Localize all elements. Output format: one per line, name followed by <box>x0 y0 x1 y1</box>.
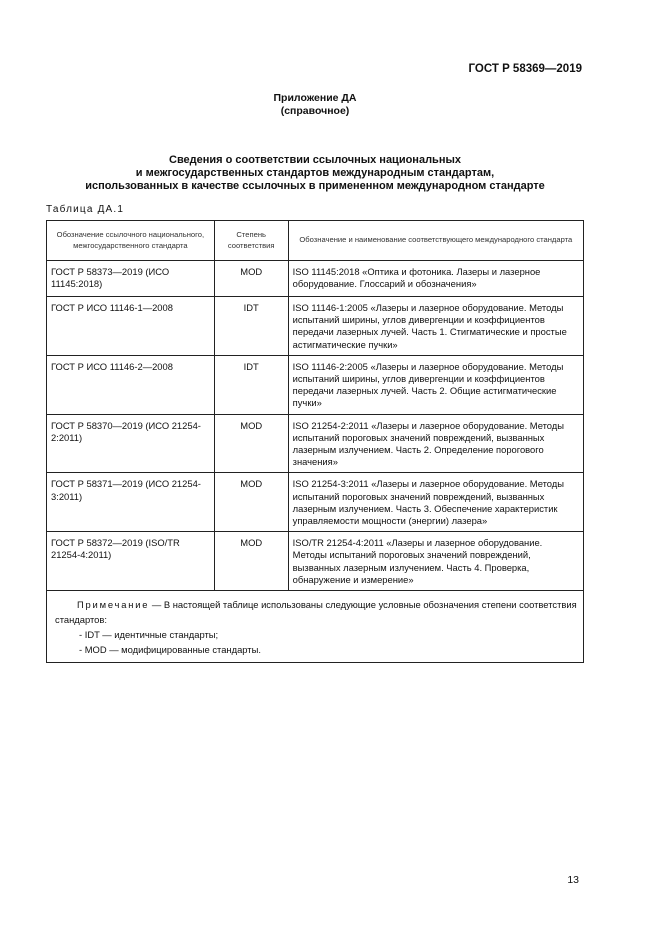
cell-intl-standard: ISO 21254-3:2011 «Лазеры и лазерное оборудование. Методы испытаний пороговых значений повреждений, вызванных лазерным излучением. Часть 3. Обеспечение характеристик управляемости мощности (энергии) лазера» <box>288 473 583 532</box>
section-heading <box>0 154 630 193</box>
table-row <box>47 414 584 473</box>
table-note-row <box>47 591 584 663</box>
table-row <box>47 297 584 356</box>
header-intl-standard: Обозначение и наименование соответствующего международного стандарта <box>288 221 583 261</box>
standards-table <box>46 220 584 663</box>
table-note <box>47 591 584 663</box>
table-row <box>47 473 584 532</box>
page-number: 13 <box>567 874 579 886</box>
cell-degree: MOD <box>214 261 288 297</box>
heading-line: и межгосударственных стандартов международным стандартам, <box>135 167 495 179</box>
table-caption: Таблица ДА.1 <box>46 204 125 215</box>
cell-standard: ГОСТ Р 58371—2019 (ИСО 21254-3:2011) <box>47 473 215 532</box>
cell-degree: IDT <box>214 355 288 414</box>
cell-intl-standard: ISO 11145:2018 «Оптика и фотоника. Лазеры и лазерное оборудование. Глоссарий и обозначения» <box>288 261 583 297</box>
cell-standard: ГОСТ Р 58370—2019 (ИСО 21254-2:2011) <box>47 414 215 473</box>
cell-standard: ГОСТ Р ИСО 11146-1—2008 <box>47 297 215 356</box>
cell-degree: MOD <box>214 532 288 591</box>
note-text: — В настоящей таблице использованы следующие условные обозначения степени соответствия стандартов: <box>55 599 577 626</box>
table-row <box>47 532 584 591</box>
table-header-row <box>47 221 584 261</box>
header-standard: Обозначение ссылочного национального, межгосударственного стандарта <box>47 221 215 261</box>
appendix-title-block <box>0 92 630 118</box>
cell-degree: MOD <box>214 414 288 473</box>
note-item: - IDT — идентичные стандарты; <box>79 629 219 641</box>
cell-degree: IDT <box>214 297 288 356</box>
table-row <box>47 261 584 297</box>
table-row <box>47 355 584 414</box>
cell-standard: ГОСТ Р 58372—2019 (ISO/TR 21254-4:2011) <box>47 532 215 591</box>
document-code: ГОСТ Р 58369—2019 <box>468 63 582 75</box>
heading-line: использованных в качестве ссылочных в примененном международном стандарте <box>85 180 545 192</box>
cell-standard: ГОСТ Р 58373—2019 (ИСО 11145:2018) <box>47 261 215 297</box>
note-label: Примечание <box>77 599 150 611</box>
cell-intl-standard: ISO 11146-2:2005 «Лазеры и лазерное оборудование. Методы испытаний ширины, углов дивергенции и коэффициентов передачи лазерных лучей. Часть 2. Общие астигматические пучки» <box>288 355 583 414</box>
cell-degree: MOD <box>214 473 288 532</box>
appendix-title: Приложение ДА <box>273 92 357 104</box>
header-degree: Степень соответствия <box>214 221 288 261</box>
cell-intl-standard: ISO 21254-2:2011 «Лазеры и лазерное оборудование. Методы испытаний пороговых значений повреждений, вызванных лазерным излучением. Часть 2. Определение порогового значения» <box>288 414 583 473</box>
cell-intl-standard: ISO 11146-1:2005 «Лазеры и лазерное оборудование. Методы испытаний ширины, углов дивергенции и коэффициентов передачи лазерных лучей. Часть 1. Стигматические и простые астигматические пучки» <box>288 297 583 356</box>
cell-intl-standard: ISO/TR 21254-4:2011 «Лазеры и лазерное оборудование. Методы испытаний пороговых значений повреждений, вызванных лазерным излучением. Часть 4. Проверка, обнаружение и измерение» <box>288 532 583 591</box>
note-item: - MOD — модифицированные стандарты. <box>79 644 261 656</box>
cell-standard: ГОСТ Р ИСО 11146-2—2008 <box>47 355 215 414</box>
appendix-type: (справочное) <box>280 105 350 117</box>
heading-line: Сведения о соответствии ссылочных национальных <box>169 154 461 166</box>
